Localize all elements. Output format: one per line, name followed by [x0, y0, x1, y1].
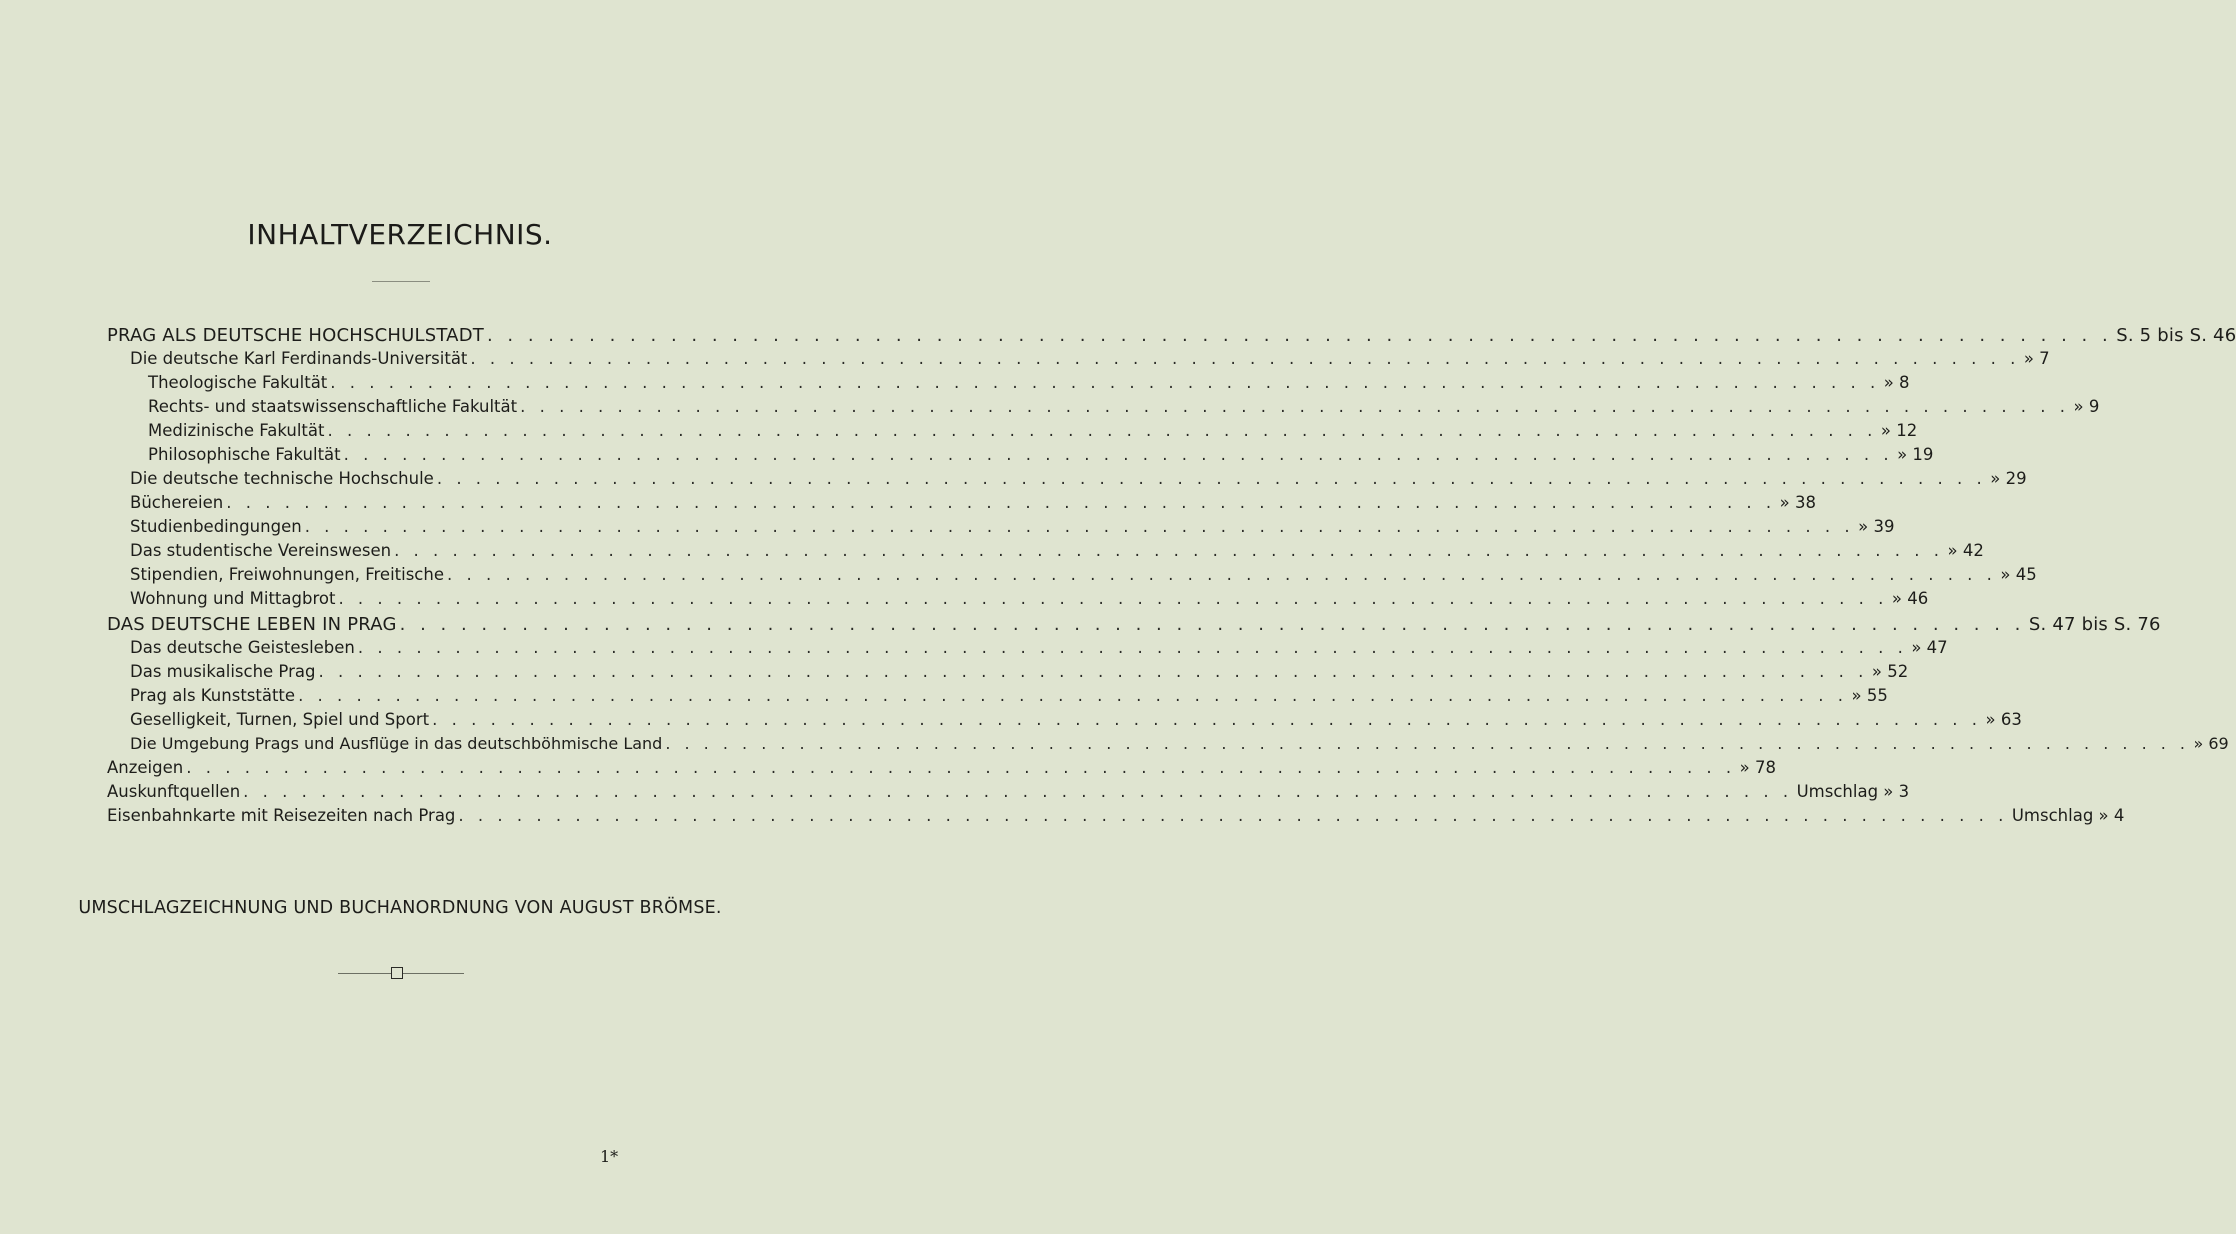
- toc-entry-label: Prag als Kunststätte: [130, 686, 296, 705]
- toc-leader-dots: [327, 373, 1879, 392]
- toc-entry-page: Umschlag » 4: [2011, 806, 2125, 825]
- toc-entry: [130, 589, 1929, 613]
- toc-entry-label: Büchereien: [130, 493, 224, 512]
- toc-entry-label: Geselligkeit, Turnen, Spiel und Sport: [130, 710, 430, 729]
- toc-entry-page: » 47: [1911, 638, 1948, 657]
- toc-entry-label: Das deutsche Geistesleben: [130, 638, 355, 657]
- toc-entry: [130, 565, 2037, 589]
- toc-entry-page: » 7: [2023, 349, 2050, 368]
- page-title: INHALTVERZEICHNIS.: [247, 218, 553, 251]
- toc-entry-page: » 46: [1891, 589, 1929, 608]
- toc-entry-label: Rechts- und staatswissenschaftliche Fakultät: [148, 397, 518, 416]
- toc-entry-page: » 39: [1858, 517, 1895, 536]
- toc-entry-label: Auskunftquellen: [107, 782, 241, 801]
- toc-entry-label: DAS DEUTSCHE LEBEN IN PRAG: [107, 614, 397, 635]
- toc-leader-dots: [517, 397, 2069, 416]
- toc-entry: [148, 421, 1918, 445]
- toc-entry: [130, 541, 1984, 565]
- toc-entry-label: Medizinische Fakultät: [148, 421, 325, 440]
- toc-entry-page: » 42: [1947, 541, 1984, 560]
- toc-entry-page: » 63: [1985, 710, 2022, 729]
- toc-entry: [130, 469, 2027, 493]
- toc-entry: [130, 662, 1909, 686]
- toc-entry-section-1: [107, 325, 2236, 349]
- toc-entry-page: » 55: [1851, 686, 1888, 705]
- toc-leader-dots: [455, 806, 2007, 825]
- toc-entry: [148, 397, 2100, 421]
- toc-leader-dots: [223, 493, 1775, 512]
- toc-entry-page: Umschlag » 3: [1796, 782, 1910, 801]
- toc-entry-page: » 45: [2000, 565, 2037, 584]
- toc-entry-page: » 52: [1871, 662, 1909, 681]
- toc-leader-dots: [341, 445, 1893, 464]
- toc-leader-dots: [391, 541, 1943, 560]
- toc-leader-dots: [444, 565, 1996, 584]
- toc-entry: [130, 638, 1948, 662]
- toc-leader-dots: [315, 662, 1867, 681]
- toc-entry: [130, 734, 2229, 758]
- toc-entry-page: » 78: [1739, 758, 1777, 777]
- signature-mark: 1*: [600, 1147, 619, 1166]
- toc-entry-section-2: [107, 614, 2161, 638]
- toc-entry-label: Stipendien, Freiwohnungen, Freitische: [130, 565, 444, 584]
- toc-entry-label: Theologische Fakultät: [148, 373, 328, 392]
- ornament-line-left: [338, 973, 391, 974]
- toc-leader-dots: [467, 349, 2019, 368]
- toc-entry-page: S. 5 bis S. 46: [2116, 325, 2236, 346]
- toc-leader-dots: [397, 614, 2025, 635]
- toc-entry-label: Die deutsche technische Hochschule: [130, 469, 434, 488]
- ornament-divider: [338, 964, 464, 984]
- toc-entry: [107, 806, 2125, 830]
- toc-leader-dots: [484, 325, 2112, 346]
- toc-entry: [148, 445, 1934, 469]
- toc-leader-dots: [429, 710, 1981, 729]
- toc-entry-page: » 8: [1883, 373, 1910, 392]
- toc-entry: [130, 349, 2050, 373]
- toc-entry-label: Eisenbahnkarte mit Reisezeiten nach Prag: [107, 806, 456, 825]
- toc-leader-dots: [295, 686, 1847, 705]
- toc-entry-page: » 29: [1990, 469, 2027, 488]
- toc-entry-page: S. 47 bis S. 76: [2028, 614, 2161, 635]
- toc-entry: [130, 517, 1895, 541]
- ornament-line-right: [403, 973, 464, 974]
- toc-entry-page: » 38: [1779, 493, 1817, 512]
- toc-leader-dots: [183, 758, 1735, 777]
- toc-entry-label: Das studentische Vereinswesen: [130, 541, 392, 560]
- toc-entry: [107, 782, 1910, 806]
- toc-entry: [130, 710, 2022, 734]
- toc-leader-dots: [662, 734, 2189, 753]
- toc-leader-dots: [355, 638, 1907, 657]
- design-credit: UMSCHLAGZEICHNUNG UND BUCHANORDNUNG VON AUGUST BRÖMSE.: [78, 898, 722, 918]
- toc-entry-label: Wohnung und Mittagbrot: [130, 589, 336, 608]
- toc-entry-page: » 19: [1897, 445, 1934, 464]
- toc-entry: [148, 373, 1910, 397]
- toc-entry: [107, 758, 1777, 782]
- square-ornament-icon: [391, 967, 403, 979]
- toc-entry-label: Die Umgebung Prags und Ausflüge in das deutschböhmische Land: [130, 734, 663, 753]
- toc-entry-label: Die deutsche Karl Ferdinands-Universität: [130, 349, 468, 368]
- toc-entry-label: PRAG ALS DEUTSCHE HOCHSCHULSTADT: [107, 325, 484, 346]
- toc-entry-label: Das musikalische Prag: [130, 662, 316, 681]
- toc-entry-page: » 69: [2193, 734, 2229, 753]
- toc-entry-page: » 12: [1880, 421, 1918, 440]
- toc-entry-label: Anzeigen: [107, 758, 184, 777]
- toc-leader-dots: [434, 469, 1986, 488]
- toc-entry-page: » 9: [2073, 397, 2100, 416]
- title-divider: [372, 281, 430, 282]
- toc-leader-dots: [324, 421, 1876, 440]
- toc-leader-dots: [335, 589, 1887, 608]
- toc-entry: [130, 686, 1888, 710]
- toc-entry: [130, 493, 1817, 517]
- toc-leader-dots: [240, 782, 1792, 801]
- toc-entry-label: Studienbedingungen: [130, 517, 302, 536]
- toc-entry-label: Philosophische Fakultät: [148, 445, 341, 464]
- toc-leader-dots: [302, 517, 1854, 536]
